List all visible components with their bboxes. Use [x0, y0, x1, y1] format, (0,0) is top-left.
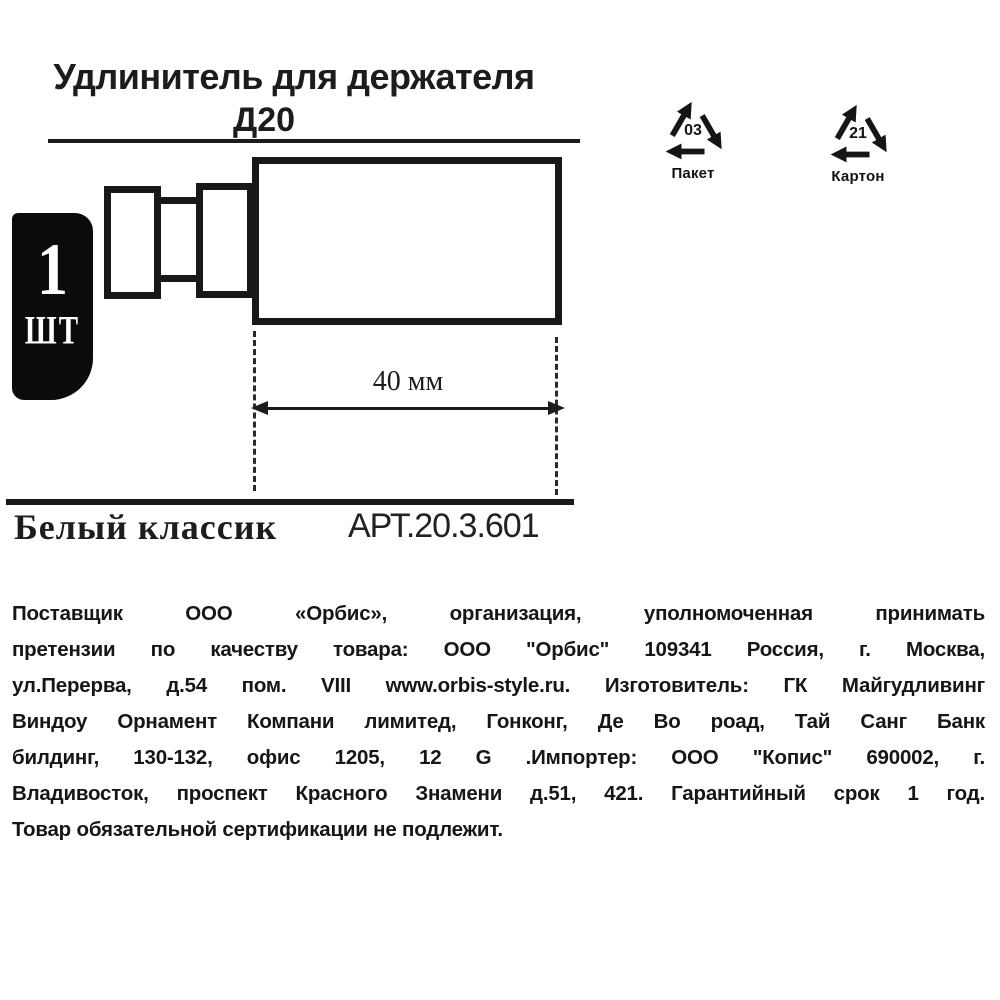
drawing-part-medium [196, 183, 254, 298]
extension-line-right [555, 337, 558, 495]
footer-divider [6, 499, 574, 505]
quantity-count: 1 [37, 229, 68, 311]
info-line: билдинг, 130-132, офис 1205, 12 G .Импортер: ООО "Копис" 690002, г. [12, 746, 985, 769]
drawing-part-small [104, 186, 161, 299]
recycling-label: Картон [831, 168, 885, 185]
info-line: ул.Перерва, д.54 пом. VIII www.orbis-style.ru. Изготовитель: ГК Майгудливинг [12, 674, 985, 697]
product-color-name: Белый классик [14, 507, 278, 547]
dimension-label: 40 мм [372, 366, 444, 397]
recycling-triangle-icon [657, 90, 729, 164]
dimension-arrow [266, 407, 550, 410]
arrow-left-icon [251, 401, 268, 415]
info-line: претензии по качеству товара: ООО "Орбис" 109341 Россия, г. Москва, [12, 638, 985, 661]
recycling-triangle-icon [822, 93, 894, 167]
page-title: Удлинитель для держателя [53, 56, 535, 97]
recycling-code: 21 [849, 125, 867, 142]
article-number: АРТ.20.3.601 [348, 507, 539, 545]
recycling-code: 03 [684, 122, 702, 139]
quantity-badge [12, 213, 93, 400]
quantity-unit: ШТ [24, 308, 81, 354]
arrow-right-icon [548, 401, 565, 415]
info-line: Товар обязательной сертификации не подлежит. [12, 818, 503, 841]
recycling-label: Пакет [671, 165, 715, 182]
supplier-info [12, 596, 985, 848]
info-line: Виндоу Орнамент Компани лимитед, Гонконг, Де Во роад, Тай Санг Банк [12, 710, 985, 733]
drawing-part-body [252, 157, 562, 325]
info-line: Владивосток, проспект Красного Знамени д.51, 421. Гарантийный срок 1 год. [12, 782, 985, 805]
info-line: Поставщик ООО «Орбис», организация, уполномоченная принимать [12, 602, 985, 625]
title-underline [48, 139, 580, 143]
recycling-mark-plastic [650, 90, 736, 182]
page-title-model: Д20 [232, 101, 296, 139]
recycling-mark-cardboard [815, 93, 901, 185]
